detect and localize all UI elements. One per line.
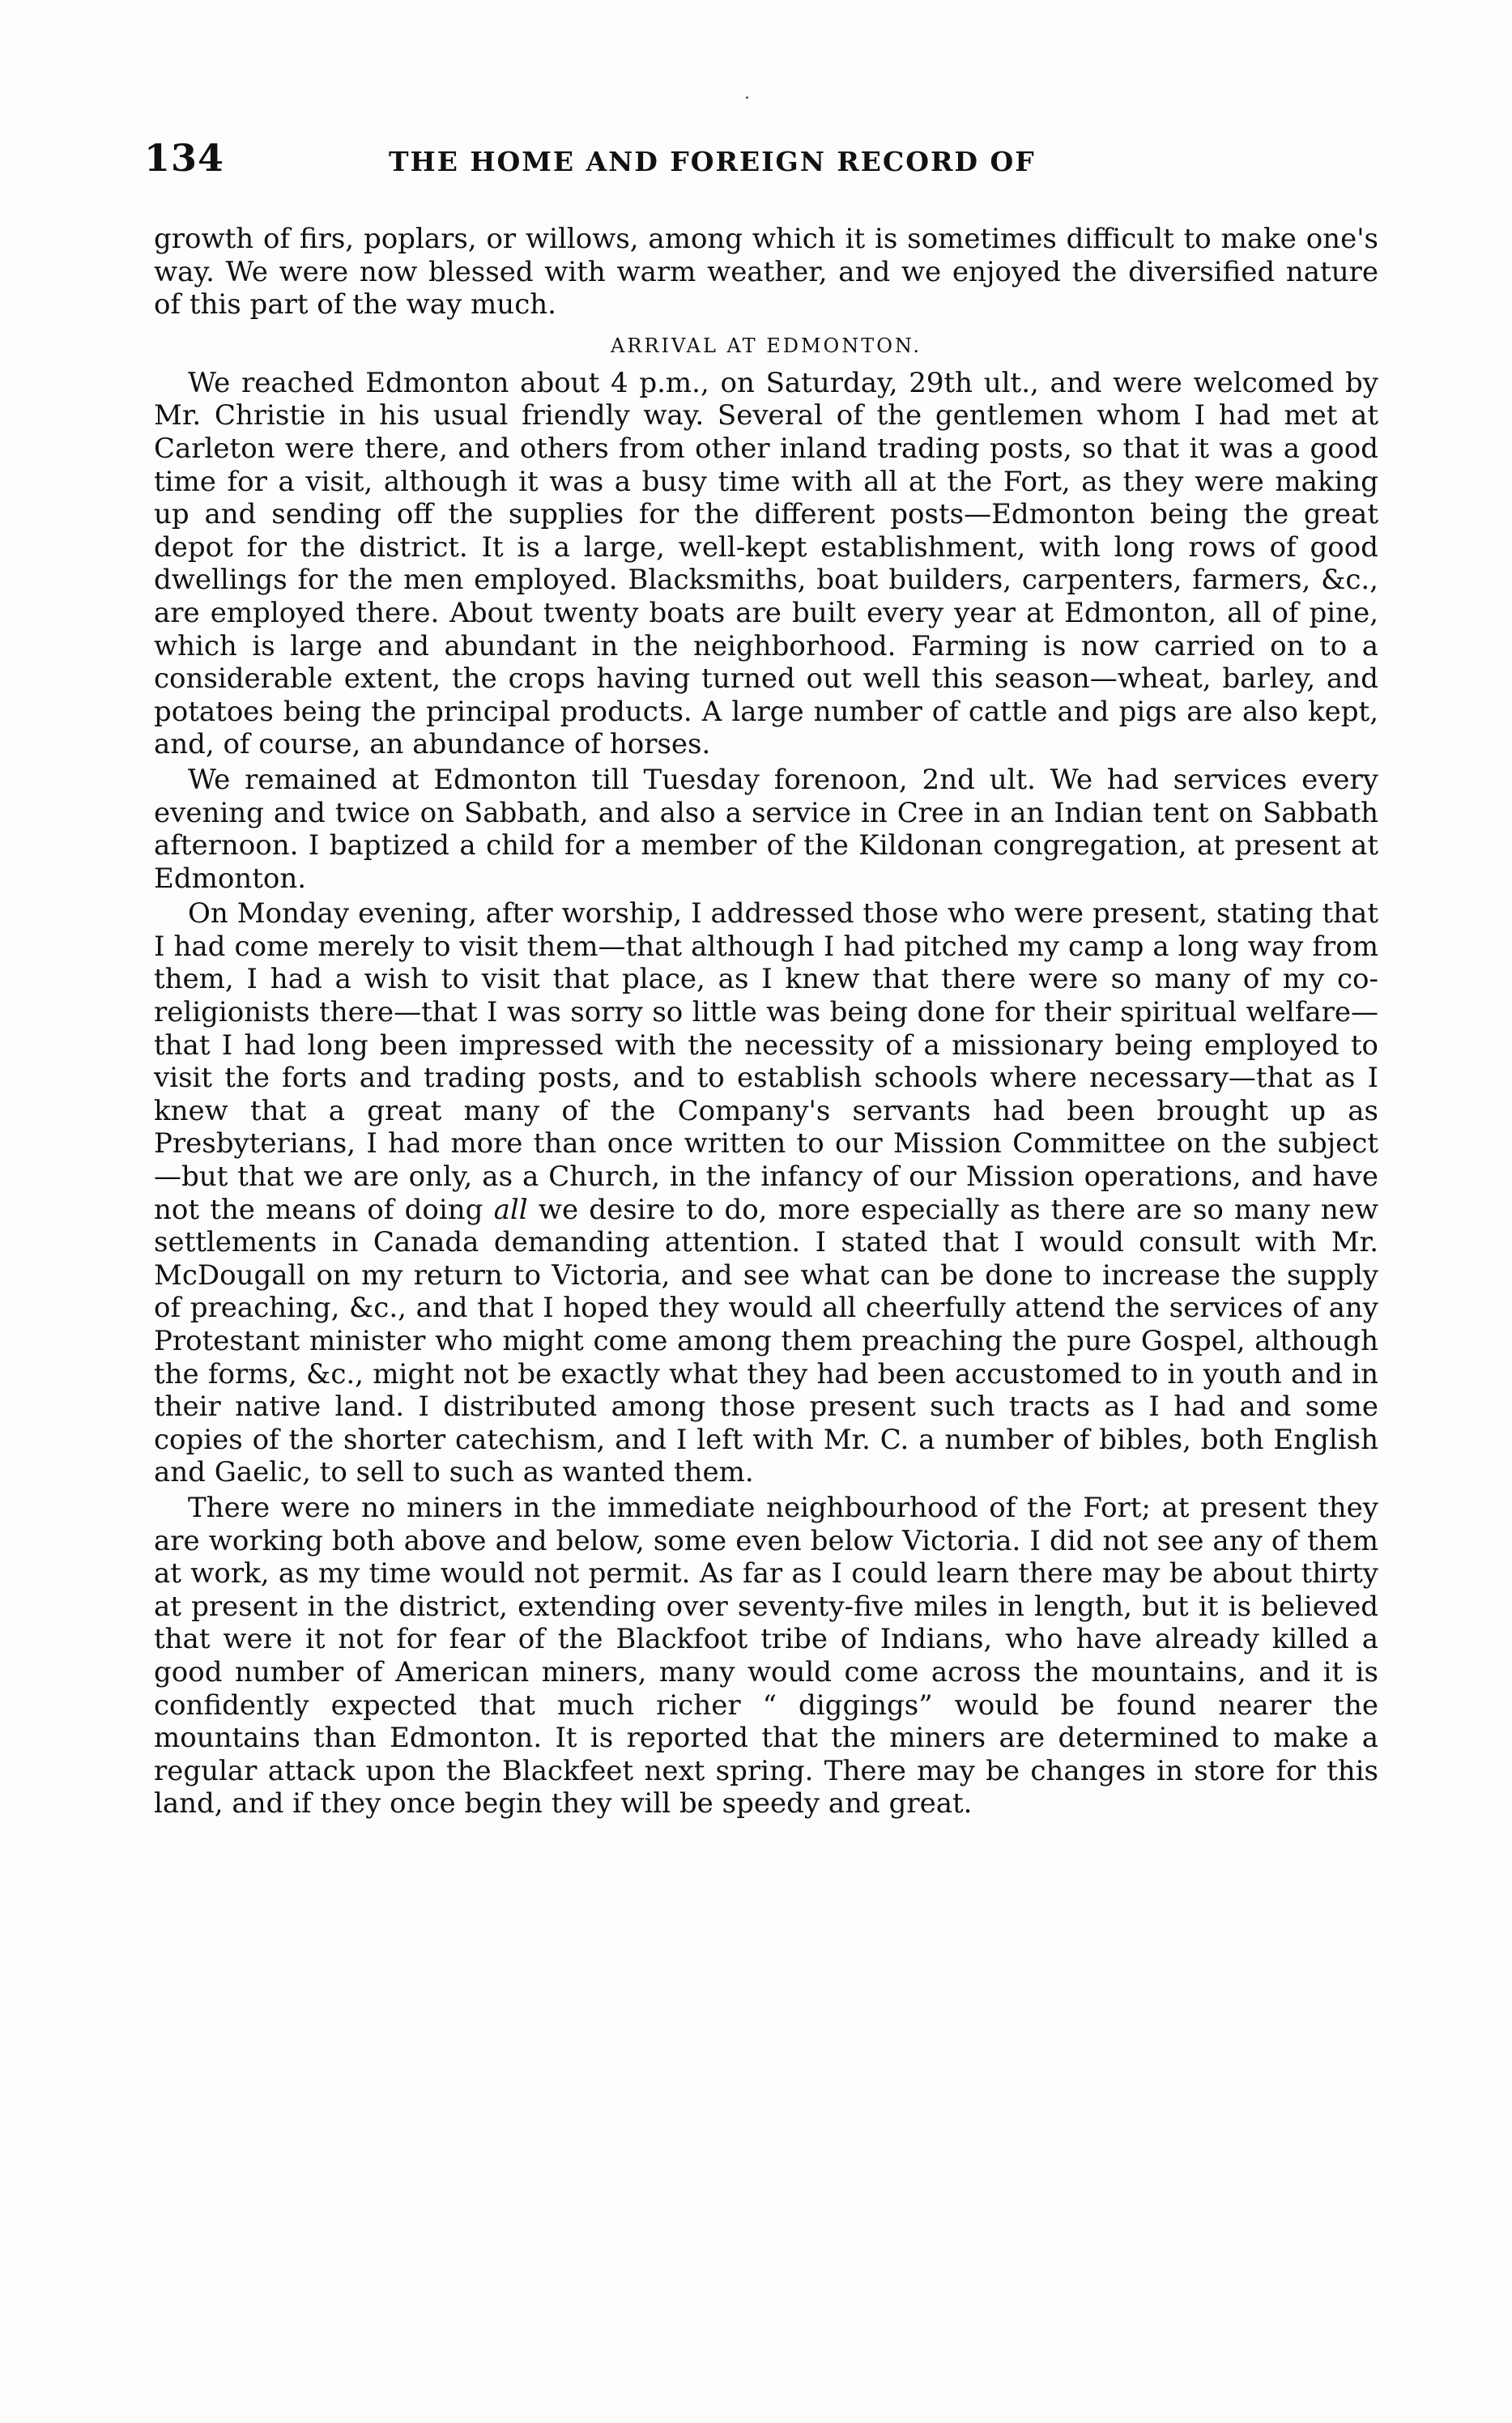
section-heading: ARRIVAL AT EDMONTON. bbox=[611, 334, 922, 357]
emphasis-all: all bbox=[493, 1193, 528, 1226]
page-number: 134 bbox=[144, 136, 225, 180]
paragraph-address bbox=[154, 897, 1378, 1489]
paragraph-address-text-1: On Monday evening, after worship, I addressed those who were present, stating that I had come merely to visit them—that although I had pitched my camp a long way from them, I had a wish to visit that place, as I knew that there were so many of my co-religionists there—that I was sorry so little was being done for their spiritual welfare—that I had long been impressed with the necessity of a missionary being employed to visit the forts and trading posts, and to establish schools where necessary—that as I knew that a great many of the Company's servants had been brought up as Presbyterians, I had more than once written to our Mission Committee on the subject—but that we are only, as a Church, in the infancy of our Mission operations, and have not the means of doing bbox=[154, 897, 1378, 1226]
running-title: THE HOME AND FOREIGN RECORD OF bbox=[389, 146, 1036, 177]
body-text bbox=[154, 223, 1378, 1820]
print-speck bbox=[746, 96, 748, 99]
paragraph-arrival: We reached Edmonton about 4 p.m., on Saturday, 29th ult., and were welcomed by Mr. Christie in his usual friendly way. Several of the gentlemen whom I had met at Carleton were there, and others from other inland trading posts, so that it was a good time for a visit, although it was a busy time with all at the Fort, as they were making up and sending off the supplies for the different posts—Edmonton being the great depot for the district. It is a large, well-kept establishment, with long rows of good dwellings for the men employed. Blacksmiths, boat builders, carpenters, farmers, &c., are employed there. About twenty boats are built every year at Edmonton, all of pine, which is large and abundant in the neighborhood. Farming is now carried on to a considerable extent, the crops having turned out well this season—wheat, barley, and potatoes being the principal products. A large number of cattle and pigs are also kept, and, of course, an abundance of horses. bbox=[154, 366, 1378, 761]
paragraph-continued: growth of firs, poplars, or willows, among which it is sometimes difficult to make one's way. We were now blessed with warm weather, and we enjoyed the diversified nature of this part of the way much. bbox=[154, 223, 1378, 322]
running-head bbox=[144, 136, 1383, 185]
paragraph-services: We remained at Edmonton till Tuesday forenoon, 2nd ult. We had services every evening and twice on Sabbath, and also a service in Cree in an Indian tent on Sabbath afternoon. I baptized a child for a member of the Kildonan congregation, at present at Edmonton. bbox=[154, 763, 1378, 895]
paragraph-miners: There were no miners in the immediate neighbourhood of the Fort; at present they are working both above and below, some even below Victoria. I did not see any of them at work, as my time would not permit. As far as I could learn there may be about thirty at present in the district, extending over seventy-five miles in length, but it is believed that were it not for fear of the Blackfoot tribe of Indians, who have already killed a good number of American miners, many would come across the mountains, and it is confidently expected that much richer “ diggings” would be found nearer the mountains than Edmonton. It is reported that the miners are determined to make a regular attack upon the Blackfeet next spring. There may be changes in store for this land, and if they once begin they will be speedy and great. bbox=[154, 1491, 1378, 1820]
paragraph-address-text-2: we desire to do, more especially as there are so many new settlements in Canada demanding attention. I stated that I would consult with Mr. McDougall on my return to Victoria, and see what can be done to increase the supply of preaching, &c., and that I hoped they would all cheerfully attend the services of any Protestant minister who might come among them preaching the pure Gospel, although the forms, &c., might not be exactly what they had been accustomed to in youth and in their native land. I distributed among those present such tracts as I had and some copies of the shorter catechism, and I left with Mr. C. a number of bibles, both English and Gaelic, to sell to such as wanted them. bbox=[154, 1193, 1378, 1489]
